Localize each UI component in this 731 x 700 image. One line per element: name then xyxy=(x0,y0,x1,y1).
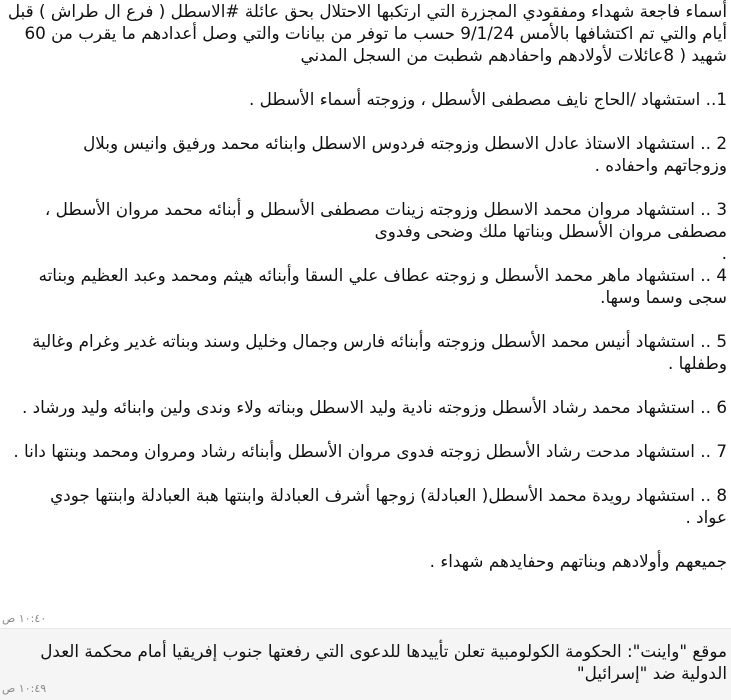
text-line: جميعهم وأولادهم وبناتهم وحفايدهم شهداء . xyxy=(429,551,727,571)
message-timestamp-2: ١٠:٤٩ ص xyxy=(2,682,47,695)
blank-line xyxy=(4,462,727,484)
text-line: عواد . xyxy=(685,507,727,527)
text-line: 7 .. استشهاد مدحت رشاد الأسطل زوجته فدوى مروان الأسطل وأبنائه رشاد ومروان ومحمد وبنتها دانا . xyxy=(13,441,727,461)
text-line: وطفلها . xyxy=(667,353,727,373)
message-text xyxy=(4,0,727,572)
text-line: 4 .. استشهاد ماهر محمد الأسطل و زوجته عطاف علي السقا وأبنائه هيثم ومحمد وعبد العظيم وبناته xyxy=(38,265,727,285)
message-text-2 xyxy=(4,640,727,684)
blank-line xyxy=(4,176,727,198)
text-line: 8 .. استشهاد رويدة محمد الأسطل( العبادلة) زوجها أشرف العبادلة وابنتها هبة العبادلة وابنتها جودي xyxy=(50,485,727,505)
text-line: موقع "واينت": الحكومة الكولومبية تعلن تأييدها للدعوى التي رفعتها جنوب إفريقيا أمام محكمة العدل xyxy=(40,641,727,661)
text-line: 6 .. استشهاد محمد رشاد الأسطل وزوجته نادية وليد الاسطل وبناته ولاء وندى ولين وابنائه وليد ورشاد . xyxy=(21,397,727,417)
text-line: وزوجاتهم واحفاده . xyxy=(594,155,727,175)
text-line: 5 .. استشهاد أنيس محمد الأسطل وزوجته وأبنائه فارس وجمال وخليل وسند وبناته غدير وغرام وغالية xyxy=(32,331,727,351)
text-line: سجى وسما وسها. xyxy=(600,287,727,307)
text-line: شهيد ( 8عائلات لأولادهم واحفادهم شطبت من السجل المدني xyxy=(300,45,727,65)
text-line: . xyxy=(721,243,727,263)
text-line: 1.. استشهاد /الحاج نايف مصطفى الأسطل ، وزوجته أسماء الأسطل . xyxy=(248,89,727,109)
blank-line xyxy=(4,110,727,132)
text-line: أيام والتي تم اكتشافها بالأمس 9/1/24 حسب ما توفر من بيانات والتي وصل أعدادهم ما يقرب من 60 xyxy=(24,23,727,43)
text-line: مصطفى مروان الأسطل وبناتها ملك وضحى وفدوى xyxy=(374,221,727,241)
text-line: 2 .. استشهاد الاستاذ عادل الاسطل وزوجته فردوس الاسطل وابنائه محمد ورفيق وانيس وبلال xyxy=(83,133,727,153)
blank-line xyxy=(4,418,727,440)
blank-line xyxy=(4,374,727,396)
blank-line xyxy=(4,66,727,88)
text-line: الدولية ضد "إسرائيل" xyxy=(576,663,727,683)
message-timestamp: ١٠:٤٠ ص xyxy=(2,612,47,625)
text-line: 3 .. استشهاد مروان محمد الاسطل وزوجته زينات مصطفى الأسطل و أبنائه محمد مروان الأسطل ، xyxy=(44,199,727,219)
blank-line xyxy=(4,528,727,550)
text-line: أسماء فاجعة شهداء ومفقودي المجزرة التي ارتكبها الاحتلال بحق عائلة #الاسطل ( فرع ال طراش ) قبل xyxy=(7,1,727,21)
blank-line xyxy=(4,308,727,330)
